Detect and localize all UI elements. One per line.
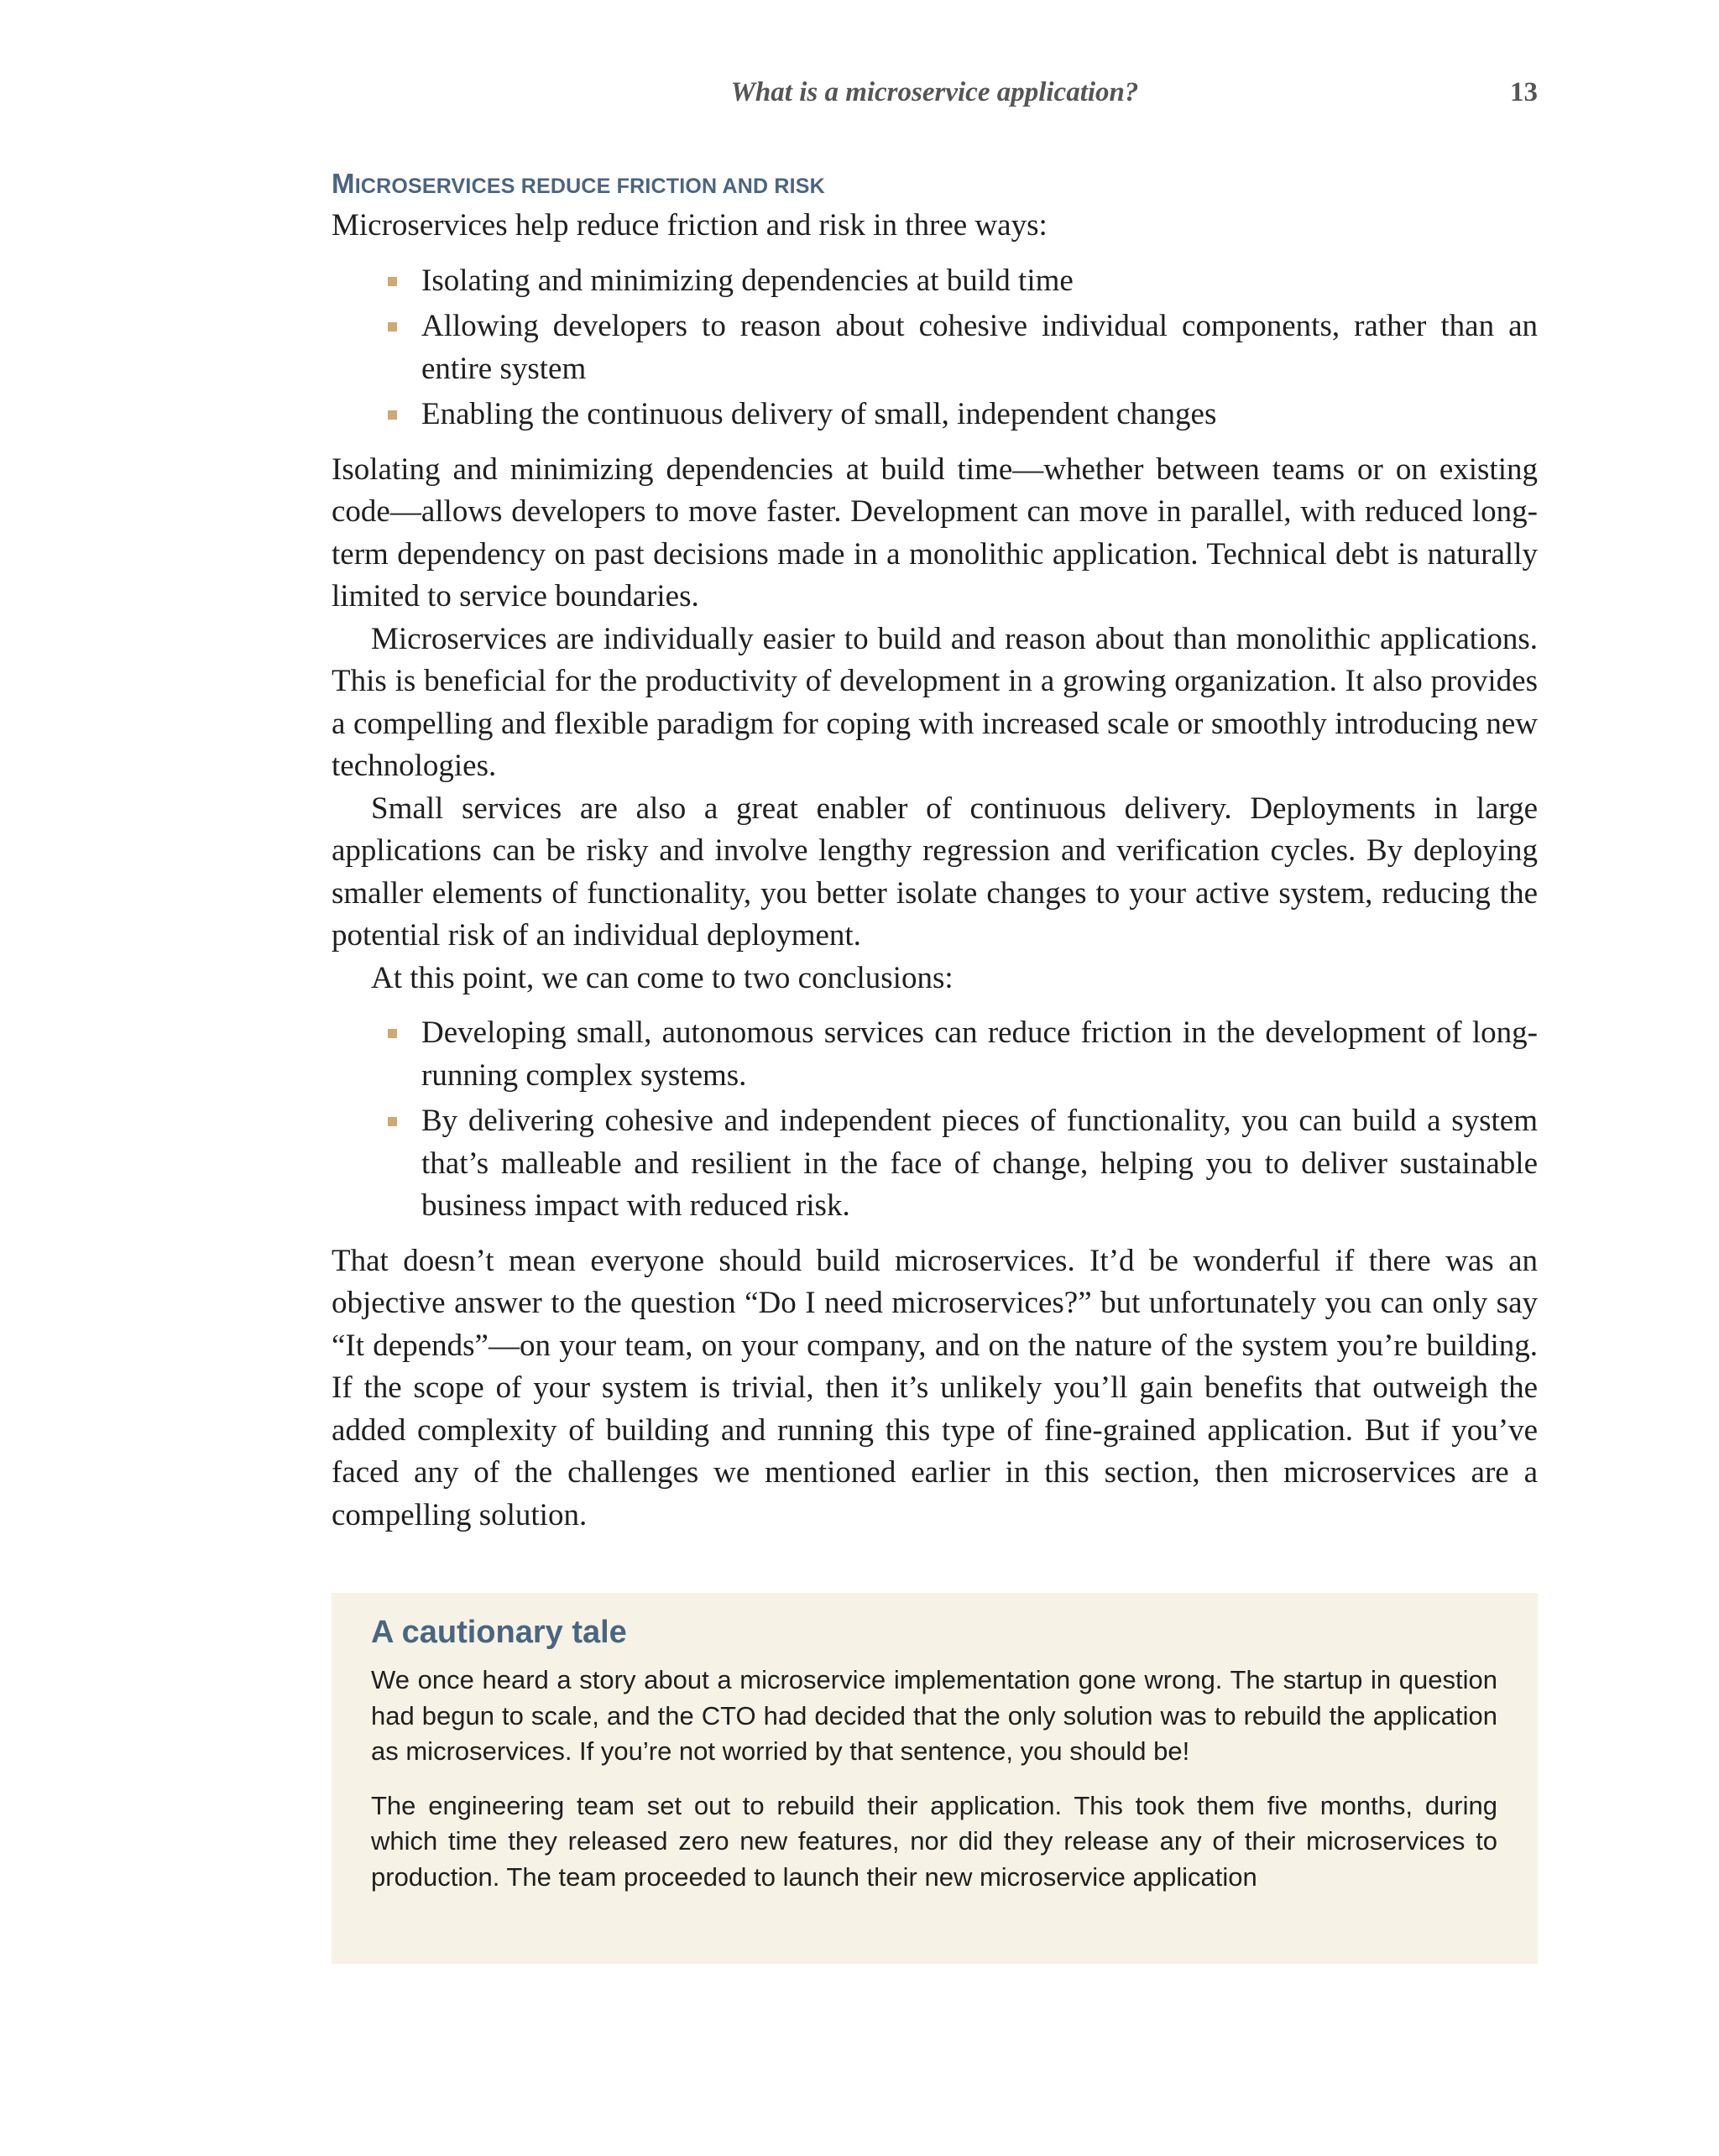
sidebar-paragraph: We once heard a story about a microservice implementation gone wrong. The startup in question had begun to scale, and the CTO had decided that the only solution was to rebuild the application as microservices. If you’re not worried by that sentence, you should be! (371, 1665, 1497, 1766)
list-item (421, 260, 1538, 303)
running-title: What is a microservice application? (730, 77, 1139, 107)
square-bullet-icon (388, 1117, 397, 1126)
square-bullet-icon (388, 322, 397, 331)
main-content (332, 168, 1538, 1537)
list-item-text: By delivering cohesive and independent pieces of functionality, you can build a system that’s malleable and resilient in the face of change, helping you to deliver sustainable business impact with reduced risk. (421, 1104, 1538, 1223)
square-bullet-icon (388, 410, 397, 420)
page-number: 13 (1510, 77, 1538, 107)
list-item-text: Developing small, autonomous services can reduce friction in the development of long-running complex systems. (421, 1015, 1538, 1093)
list-item (421, 1100, 1538, 1228)
list-item (421, 394, 1538, 436)
cautionary-tale-sidebar (332, 1593, 1538, 1964)
body-paragraph: Isolating and minimizing dependencies at build time—whether between teams or on existing code—allows developers to move faster. Development can move in parallel, with reduced long-term dependency on past decisions made in a monolithic application. Technical debt is naturally limited to service boundaries. (332, 452, 1538, 613)
page-header (332, 77, 1538, 119)
intro-paragraph: Microservices help reduce friction and risk in three ways: (332, 208, 1048, 243)
benefits-list (332, 260, 1538, 436)
body-paragraph: Microservices are individually easier to build and reason about than monolithic applications. This is beneficial for the productivity of development in a growing organization. It also provides a compelling and flexible paradigm for coping with increased scale or smoothly introducing new technologies. (332, 621, 1538, 783)
sidebar-paragraph: The engineering team set out to rebuild their application. This took them five months, during which time they released zero new features, nor did they release any of their microservices to production. The team proceeded to launch their new microservice application (371, 1790, 1497, 1892)
list-item-text: Isolating and minimizing dependencies at build time (421, 263, 1074, 298)
square-bullet-icon (388, 277, 397, 286)
list-item (421, 1012, 1538, 1097)
section-heading: MICROSERVICES REDUCE FRICTION AND RISK (332, 168, 825, 199)
square-bullet-icon (388, 1029, 397, 1038)
list-item-text: Enabling the continuous delivery of small, independent changes (421, 397, 1217, 431)
list-item (421, 305, 1538, 390)
body-paragraph: Small services are also a great enabler of continuous delivery. Deployments in large applications can be risky and involve lengthy regression and verification cycles. By deploying smaller elements of functionality, you better isolate changes to your active system, reducing the potential risk of an individual deployment. (332, 791, 1538, 953)
list-item-text: Allowing developers to reason about cohesive individual components, rather than an entire system (421, 309, 1538, 386)
conclusions-list (332, 1012, 1538, 1228)
sidebar-title: A cautionary tale (371, 1615, 627, 1650)
body-paragraph: At this point, we can come to two conclusions: (371, 960, 954, 995)
closing-paragraph: That doesn’t mean everyone should build microservices. It’d be wonderful if there was an objective answer to the question “Do I need microservices?” but unfortunately you can only say “It depends”—on your team, on your company, and on the nature of the system you’re building. If the scope of your system is trivial, then it’s unlikely you’ll gain benefits that outweigh the added complexity of building and running this type of fine-grained application. But if you’ve faced any of the challenges we mentioned earlier in this section, then microservices are a compelling solution. (332, 1243, 1538, 1532)
